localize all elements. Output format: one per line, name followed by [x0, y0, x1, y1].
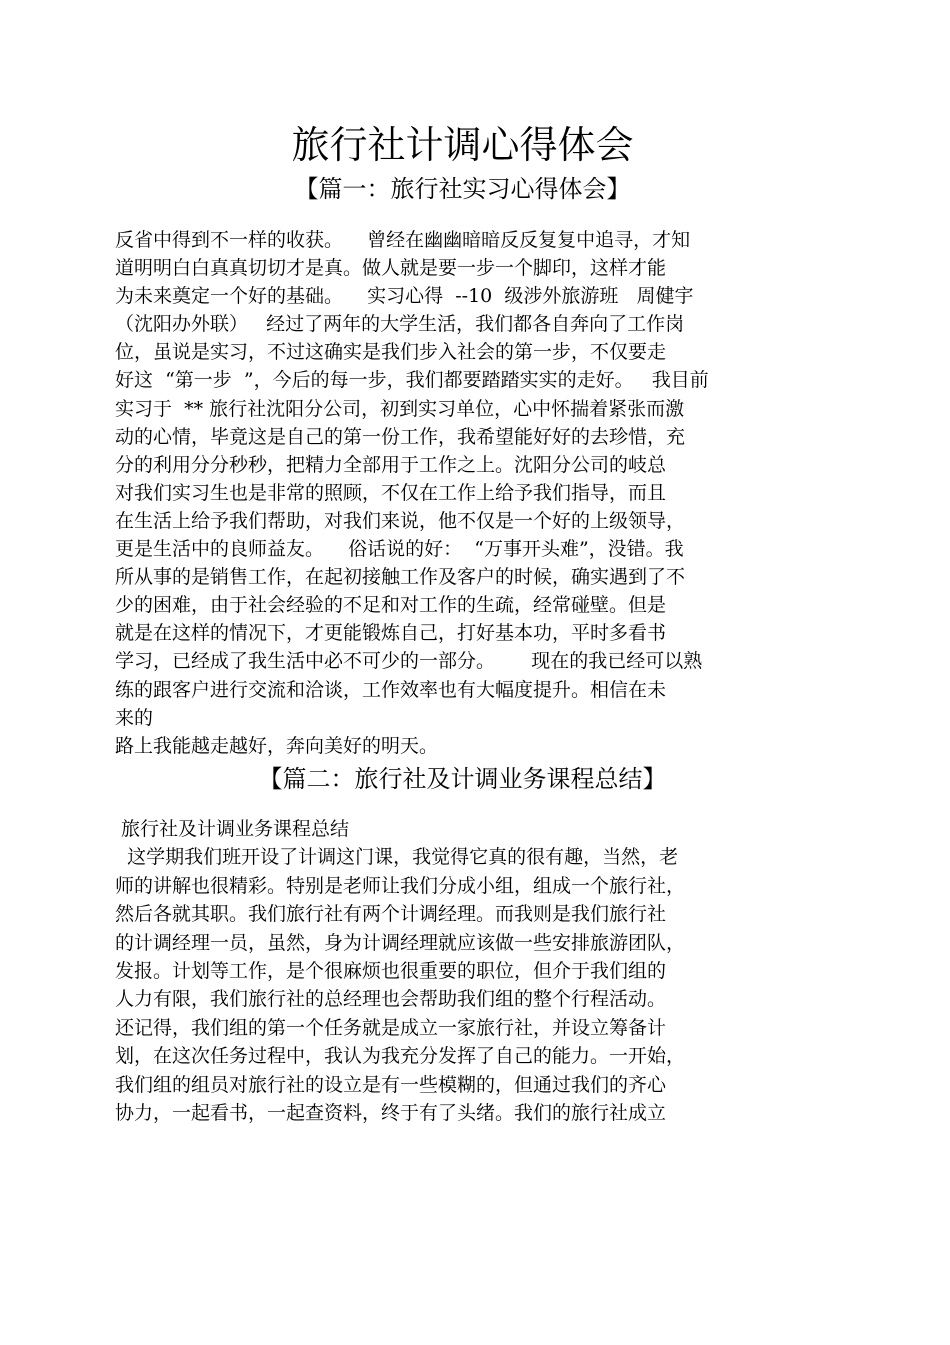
- text-line: 少的困难，由于社会经验的不足和对工作的生疏，经常碰壁。但是: [115, 594, 667, 617]
- text-line: 划，在这次任务过程中，我认为我充分发挥了自己的能力。一开始，: [115, 1045, 686, 1068]
- text-line: 发报。计划等工作，是个很麻烦也很重要的职位，但介于我们组的: [115, 960, 667, 983]
- text-line: 动的心情，毕竟这是自己的第一份工作，我希望能好好的去珍惜，充: [115, 425, 686, 448]
- text-line: 学习，已经成了我生活中必不可少的一部分。 现在的我已经可以熟: [115, 650, 703, 673]
- text-line: 协力，一起看书，一起查资料，终于有了头绪。我们的旅行社成立: [115, 1102, 667, 1125]
- text-line: 旅行社及计调业务课程总结: [115, 818, 350, 840]
- text-line: 在生活上给予我们帮助，对我们来说，他不仅是一个好的上级领导，: [115, 509, 686, 532]
- section-body-1: [115, 226, 835, 760]
- text-line: 为未来奠定一个好的基础。 实习心得 --10 级涉外旅游班 周健宇: [115, 285, 694, 308]
- text-line: 练的跟客户进行交流和洽谈，工作效率也有大幅度提升。相信在未: [115, 678, 667, 701]
- text-line: 实习于 ** 旅行社沈阳分公司，初到实习单位，心中怀揣着紧张而激: [115, 397, 685, 420]
- text-line: 的计调经理一员，虽然，身为计调经理就应该做一些安排旅游团队，: [115, 931, 686, 954]
- text-line: 所从事的是销售工作，在起初接触工作及客户的时候，确实遇到了不: [115, 566, 686, 589]
- text-line: 就是在这样的情况下，才更能锻炼自己，打好基本功，平时多看书: [115, 622, 667, 645]
- text-line: 我们组的组员对旅行社的设立是有一些模糊的，但通过我们的齐心: [115, 1073, 667, 1096]
- text-line: 道明明白白真真切切才是真。做人就是要一步一个脚印，这样才能: [115, 257, 667, 280]
- section-heading-2: 【篇二：旅行社及计调业务课程总结】: [258, 765, 667, 793]
- text-line: 反省中得到不一样的收获。 曾经在幽幽暗暗反反复复中追寻，才知: [115, 229, 691, 251]
- text-line: （沈阳办外联） 经过了两年的大学生活，我们都各自奔向了工作岗: [115, 313, 685, 336]
- document-title: 旅行社计调心得体会: [291, 123, 634, 167]
- text-line: 位，虽说是实习，不过这确实是我们步入社会的第一步，不仅要走: [115, 341, 667, 364]
- text-line: 来的: [115, 706, 154, 729]
- section-heading-1: 【篇一：旅行社实习心得体会】: [294, 175, 631, 203]
- text-line: 更是生活中的良师益友。 俗话说的好： “万事开头难”，没错。我: [115, 538, 684, 561]
- text-line: 分的利用分分秒秒，把精力全部用于工作之上。沈阳分公司的岐总: [115, 453, 667, 476]
- text-line: 对我们实习生也是非常的照顾，不仅在工作上给予我们指导，而且: [115, 481, 667, 504]
- text-line: 人力有限，我们旅行社的总经理也会帮助我们组的整个行程活动。: [115, 988, 667, 1011]
- text-line: 好这 “第一步 ”，今后的每一步，我们都要踏踏实实的走好。 我目前: [115, 369, 709, 392]
- text-line: 然后各就其职。我们旅行社有两个计调经理。而我则是我们旅行社: [115, 903, 667, 926]
- section-body-2: [115, 815, 835, 1127]
- text-line: 路上我能越走越好，奔向美好的明天。: [115, 734, 439, 757]
- text-line: 师的讲解也很精彩。特别是老师让我们分成小组，组成一个旅行社，: [115, 874, 686, 897]
- text-line: 这学期我们班开设了计调这门课，我觉得它真的很有趣，当然，老: [115, 846, 679, 869]
- text-line: 还记得，我们组的第一个任务就是成立一家旅行社，并设立筹备计: [115, 1016, 667, 1039]
